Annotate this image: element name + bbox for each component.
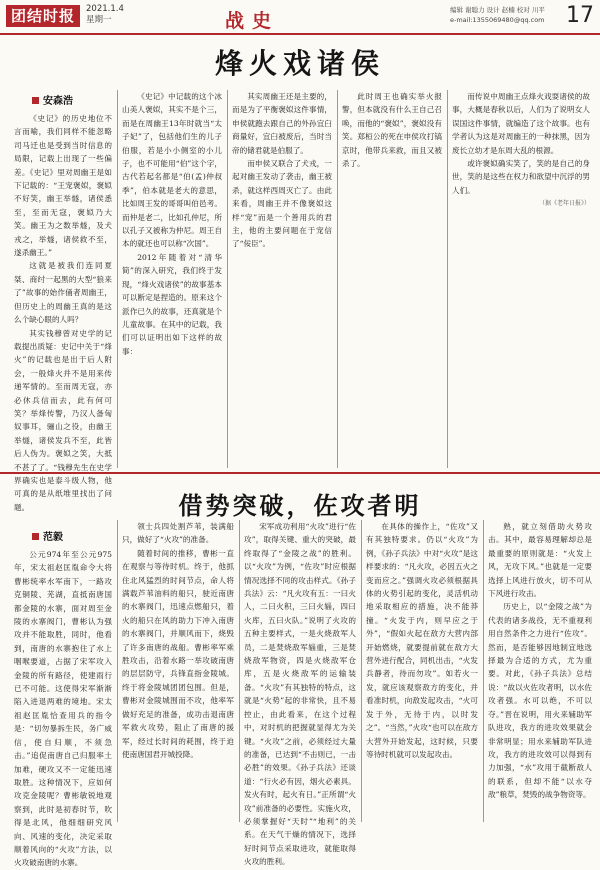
byline-square-icon bbox=[32, 97, 39, 104]
article1-paragraph: 而申侯又联合了犬戎，一起对幽王发动了袭击，幽王被杀，就这样西周灭亡了。由此来看，周幽王并不像褒姒这样“宠”而是一个善用兵的君主，他的主要问题在于宠信了“佞臣”。 bbox=[232, 159, 332, 249]
article1-paragraph: 其实周幽王还是主要的，而是为了平衡褒姒这件事情，申侯就跑去跟自己的外孙宜臼商量好，宜臼被废后，当时当帝的储君就是伯服了。 bbox=[232, 92, 332, 155]
article1-paragraph: 或许褒姒确实笑了，笑的是自己的身世，笑的是这些在权力和欲望中沉浮的男人们。 bbox=[452, 159, 590, 195]
article2-column-5 bbox=[488, 520, 592, 822]
article1-column-5 bbox=[452, 90, 590, 468]
column-divider bbox=[337, 90, 338, 468]
article1-column-2 bbox=[122, 90, 222, 468]
column-divider bbox=[239, 520, 240, 822]
article2-column-1 bbox=[14, 548, 112, 868]
column-divider bbox=[483, 520, 484, 822]
article2-column-3 bbox=[244, 520, 356, 867]
article2-byline bbox=[32, 528, 63, 543]
newspaper-logo: 团结时报 bbox=[6, 5, 80, 27]
column-divider bbox=[447, 90, 448, 468]
article2-paragraph: 在具体的操作上，“佐攻”又有其独特要求。仍以“火攻”为例，《孙子兵法》中对“火攻”是这样要求的：“凡火攻，必因五火之变而应之。”强调火攻必须根据具体的火势引起的变化，灵活机动地采取相应的措施，决不能莽撞。“火发于内，则早应之于外”，“假如火起在敌方大营内部开始燃烧，就要提前就在敌方大营外进行配合，同机出击，“火发兵静者，待而勿攻”。如若火一发，就应该观察敌方的变化，并看准时机，向敌发起攻击，“火可发于外，无待于内，以时发之”。“当然，”火攻“也可以在敌方大营外开始发起，这时候，只要等待时机就可以发起攻击。 bbox=[366, 522, 478, 759]
article2-author: 范毅 bbox=[43, 532, 63, 543]
header-rule bbox=[0, 33, 600, 35]
article2-paragraph: 历史上，以“金陵之战”为代表的诸多战役，无不重视利用自然条件之力进行“佐攻”。然而，是否能够因地制宜地选择最为合适的方式，尤为重要。对此，《孙子兵法》总结说：“故以火佐攻者明，以水佐攻者强。水可以绝，不可以夺。”晋在说明，用火来辅助军队进攻，我方的进攻效果就会非常明显；用水来辅助军队进攻，我方的进攻效可以得到有力加强，“水”攻用于截断敌人的联系，但却不能“以水夺敌”粮草，焚毁的战争物资等。 bbox=[488, 602, 592, 800]
issue-date: 2021.1.4 bbox=[86, 4, 124, 14]
byline-square-icon bbox=[32, 533, 39, 540]
article1-column-3 bbox=[232, 90, 332, 468]
article1-column-4 bbox=[342, 90, 442, 468]
article1-paragraph: 而传说中周幽王点烽火戏耍诸侯的故事，大概是春秋以后，人们为了说明女人误国这件事情，就编造了这个故事。也有学者认为这是对周幽王的一种抹黑，因为废长立幼才是东周大乱的根源。 bbox=[452, 92, 590, 155]
article1-paragraph: 《史记》的历史地位不言而喻，我们同样不能忽略司马迁也是受到当时信息的局限，记载上出现了一些偏差。《史记》里对周幽王是如下记载的：“王宠褒姒，褒姒不好笑，幽王举燧，诸侯悉至，至而无寇，褒姒乃大笑。幽王为之数举燧，及犬戎之，举燧，诸侯救不至，遂杀幽王。” bbox=[14, 114, 112, 258]
issue-weekday: 星期一 bbox=[86, 15, 112, 25]
article1-credit: （据《老年日报》） bbox=[538, 200, 590, 208]
column-divider bbox=[117, 90, 118, 468]
article2-paragraph: 随着时间的推移，曹彬一直在观察与等待时机。终于，他抓住北风猛烈的时间节点，命人将满载芦苇油料的船只，驶近南唐的水寨阀门，迅速点燃船只，着火的船只在风的助力下冲入南唐的水寨阀门，并顺风而下，烧毁了许多南唐的战船。曹彬率军乘胜攻击，沿着水路一举攻破南唐的层层防守，兵锋直指金陵城。终于将金陵城团团包围。但是，曹彬对金陵城围而不攻，他率军做好充足的准备，成功击退南唐军救火攻势，阻止了南唐的援军，经过长时间的耗围，终于迫使南唐国君开城投降。 bbox=[122, 548, 234, 759]
section-title: 战史 bbox=[225, 10, 280, 32]
column-divider bbox=[227, 90, 228, 468]
article1-paragraph: 《史记》中记载的这个冰山美人褒姒，其实不是个三，而是在周幽王13年时就当“太子妃”了，包括他们生的儿子伯服，若是小小侧室的小儿子，也不可能用“伯”这个字，古代若起名都是“伯(孟)仲叔季”，伯本就是老大的意思，比如周王发的哥哥叫伯邑考。而仲是老二，比如孔仲尼，所以孔子又被称为仲尼。周王自本的就还也可以称“次国”。 bbox=[122, 92, 222, 249]
article2-column-4 bbox=[366, 520, 478, 822]
article2-title: 借势突破，佐攻者明 bbox=[178, 492, 422, 520]
page-number: 17 bbox=[566, 3, 594, 28]
article1-author: 安森浩 bbox=[43, 96, 73, 107]
article-divider bbox=[0, 472, 600, 474]
staff-block bbox=[450, 5, 545, 25]
masthead bbox=[0, 0, 600, 34]
article2-paragraph: 公元974年至公元975年，宋太祖赵匡胤命令大将曹彬统率水军南下，一路攻克铜陵、芜湖，直抵南唐国都金陵的水寨，面对周至金陵的水寨阀门，曹彬认为强攻并不能取胜，同时，他看到，南唐的水寨抱住了水上咽喉要道，占据了宋军攻入金陵的所有路径，使建雨行已不可能。这使得宋军渐渐陷入进退两难的境地。宋太祖赵匡胤恰查用兵的指令是：“切勿暴拆生民，务广威信，使自归顺，不须急击。”追促南唐自己归服率土加难，硬攻又不一定能迅速取胜。这种情况下，应如何攻克金陵呢？曹彬敏锐地观察到，此时是初春时节，吹得是北风，他细细研究风向、风速的变化，决定采取顺着风向的“火攻”方法，以火攻破南唐的水寨。 bbox=[14, 550, 112, 868]
article2-paragraph: 熟，就立刻借助火势攻击。其中，最容易理解却总是最重要的原则就是：“火发上风，无攻下风。”也就是一定要选择上风进行放火，切不可从下风进行攻击。 bbox=[488, 522, 592, 599]
article1-paragraph: 2012年随着对“清华简”的深入研究，我们终于发现，“烽火戏诸侯”的故事基本可以断定是捏造的。原来这个派作已久的故事，还真就是个儿童故事。在其中的记载，我们可以证明出如下这样的故事： bbox=[122, 252, 222, 356]
staff-credits: 编辑 谢聪力 设计 赵楠 校对 川平 bbox=[450, 6, 545, 14]
article2-paragraph: 领士兵四处割芦苇，装满船只，做好了“火攻”的准备。 bbox=[122, 522, 234, 545]
article1-paragraph: 这就是被我们连同夏桀、商纣一起黑的大型“狼来了”故事的始作俑者周幽王，但历史上的周幽王真的是这么个缺心眼的人吗？ bbox=[14, 261, 112, 325]
contact-email: e-mail:1355069480@qq.com bbox=[450, 16, 545, 24]
article1-title: 烽火戏诸侯 bbox=[214, 47, 385, 80]
column-divider bbox=[361, 520, 362, 822]
article1-byline bbox=[32, 92, 73, 107]
column-divider bbox=[117, 520, 118, 822]
issue-date-block bbox=[86, 4, 124, 26]
article1-paragraph: 其实钱穆曾对史学的记载提出质疑：史记中关于“烽火”的记载也是出于后人附会，一般烽火并不是用来传递军情的。至而周无寇，亦必休兵信而去，此有何可笑？举烽传警，乃汉人备匈奴事耳，骊山之役，由幽王举燧，诸侯发兵不至，此皆后人伪为。褒姒之笑，大抵不甚了了。“钱穆先生在史学界确实也是泰斗级人物，他可真的是从纸堆里找出了问题。 bbox=[14, 328, 112, 512]
article2-column-2 bbox=[122, 520, 234, 822]
article1-column-1 bbox=[14, 112, 112, 512]
article2-paragraph: 宋军成功利用“火攻”进行“佐攻”，取得关键、重大的突破，最终取得了“金陵之战”的胜利。以“火攻”为例，“佐攻”时应根据情况选择不同的攻击样式。《孙子兵法》云：“凡火攻有五：一曰火人，二曰火积，三曰火辎，四曰火库，五曰火队。”说明了火攻的五种主要样式，一是火烧敌军人员，二是焚烧敌军辎重，三是焚烧敌军物资，四是火烧敌军仓库，五是火烧敌军的运输装备。“火攻”有其独特的特点，这就是“火势”起的非常快，且不易控止，由此看来，在这个过程中，对时机的把握就显得尤为关键。“火攻”之前，必须经过大量的准备，已达到“不击则已，一击必胜”的效果。《孙子兵法》还谈道：“行火必有因，烟火必素具。发火有时，起火有日。”正所谓“火攻”前准备的必要性。实施火攻，必须掌握好“天时”“地利”的关系。在天气干燥的情况下，选择好时间节点采取进攻，就能取得火攻的胜利。 bbox=[244, 522, 356, 867]
article1-paragraph: 此时周王也确实举火报警，但本就没有什么王自己召唤，而他的“褒姒”，褒姒没有笑。郑桓公的死在申侯攻打镐京时，他带兵来救，而且又被杀了。 bbox=[342, 92, 442, 169]
